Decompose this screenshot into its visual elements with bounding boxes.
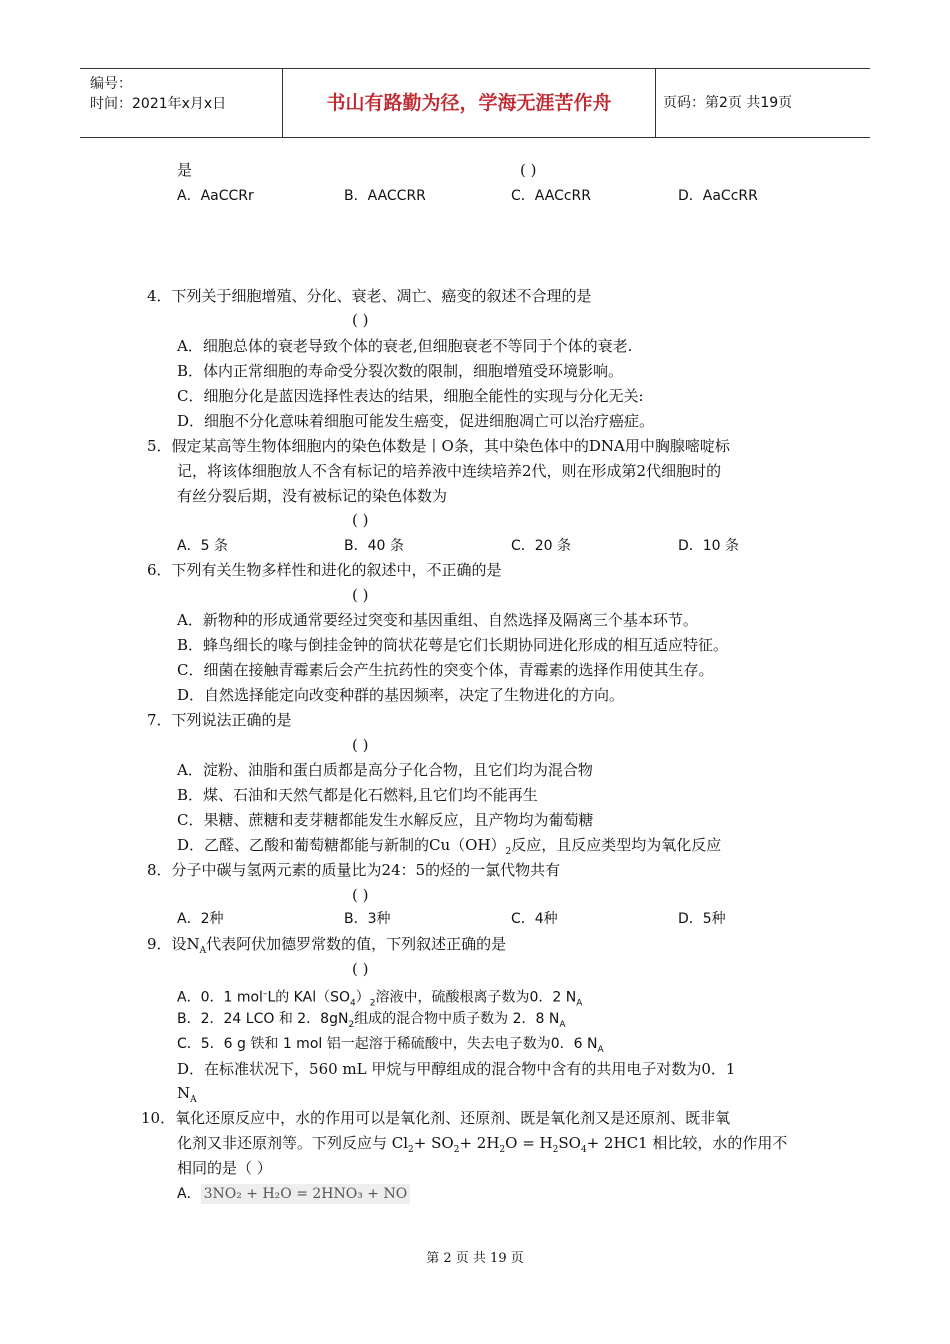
q10-sub-so2: 2 xyxy=(453,1145,460,1155)
q10-text-c: + 2H xyxy=(459,1134,500,1152)
q9-option-b xyxy=(177,1009,566,1035)
q9-c-text: C．5．6 g 铁和 1 mol 铝一起溶于稀硫酸中，失去电子数为0．6 N xyxy=(177,1036,598,1052)
q10-text-a: 化剂又非还原剂等。下列反应与 Cl xyxy=(177,1134,409,1152)
q3-option-c: C．AACcRR xyxy=(511,188,592,204)
q9-b-text1: B．2．24 LCO 和 2．8gN xyxy=(177,1011,349,1027)
q5-answer-paren: ( ) xyxy=(352,511,369,529)
header-page-info: 页码：第2页 共19页 xyxy=(663,95,793,111)
q7-d-text2: 反应，且反应类型均为氧化反应 xyxy=(511,836,722,854)
q9-a-subA: A xyxy=(576,998,583,1009)
q10-stem-line2 xyxy=(177,1133,787,1160)
q6-answer-paren: ( ) xyxy=(352,586,369,604)
q7-d-text: D．乙醛、乙酸和葡萄糖都能与新制的Cu（OH） xyxy=(177,836,506,854)
q9-b-subA: A xyxy=(559,1019,566,1030)
q9-answer-paren: ( ) xyxy=(352,960,369,978)
q9-stem-text: 9．设N xyxy=(147,935,200,953)
q7-option-b: B．煤、石油和天然气都是化石燃料,且它们均不能再生 xyxy=(177,786,538,804)
q10-option-a xyxy=(177,1183,410,1204)
q7-stem: 7．下列说法正确的是 xyxy=(147,711,292,729)
number-label: 编号： xyxy=(90,76,132,92)
q4-stem: 4．下列关于细胞增殖、分化、衰老、凋亡、癌变的叙述不合理的是 xyxy=(147,287,592,305)
q9-a-text2: L的 KAl（SO xyxy=(267,989,350,1006)
q6-option-c: C．细菌在接触青霉素后会产生抗药性的突变个体，青霉素的选择作用使其生存。 xyxy=(177,661,714,679)
q8-answer-paren: ( ) xyxy=(352,886,369,904)
q3-option-b: B．AACCRR xyxy=(344,188,426,204)
q10-sub-h2: 2 xyxy=(499,1145,506,1155)
q9-option-c xyxy=(177,1034,604,1060)
q10-sub-h2so4: 2 xyxy=(552,1145,559,1155)
q7-option-a: A．淀粉、油脂和蛋白质都是高分子化合物，且它们均为混合物 xyxy=(177,761,593,779)
q10-text-e: SO xyxy=(558,1134,581,1152)
q5-option-a: A．5 条 xyxy=(177,538,228,554)
q4-option-a: A．细胞总体的衰老导致个体的衰老,但细胞衰老不等同于个体的衰老. xyxy=(177,337,633,355)
q3-tail: 是 xyxy=(177,161,193,179)
q10-stem-line3: 相同的是（ ） xyxy=(177,1159,272,1177)
q3-answer-paren: ( ) xyxy=(520,161,537,179)
q9-stem xyxy=(147,934,506,961)
q9-a-text4: 溶液中，硫酸根离子数为0．2 N xyxy=(375,989,577,1006)
header-motto: 书山有路勤为径，学海无涯苦作舟 xyxy=(282,69,656,137)
q5-stem-line3: 有丝分裂后期，没有被标记的染色体数为 xyxy=(177,487,448,505)
q6-option-b: B．蜂鸟细长的喙与倒挂金钟的筒状花萼是它们长期协同进化形成的相互适应特征。 xyxy=(177,636,729,654)
q4-option-c: C．细胞分化是蓝因选择性表达的结果，细胞全能性的实现与分化无关: xyxy=(177,387,644,405)
q8-option-a: A．2种 xyxy=(177,911,224,927)
q9-a-text1: A．0．1 mol xyxy=(177,989,263,1006)
q6-stem: 6．下列有关生物多样性和进化的叙述中，不正确的是 xyxy=(147,561,502,579)
q8-stem: 8．分子中碳与氢两元素的质量比为24：5的烃的一氯代物共有 xyxy=(147,861,561,879)
q10-text-b: + SO xyxy=(413,1134,454,1152)
q10-sub-4: 4 xyxy=(580,1145,587,1155)
q8-option-d: D．5种 xyxy=(678,911,726,927)
q4-option-b: B．体内正常细胞的寿命受分裂次数的限制，细胞增殖受环境影响。 xyxy=(177,362,624,380)
q3-option-d: D．AaCcRR xyxy=(678,188,758,204)
q10-text-d: O = H xyxy=(505,1134,553,1152)
q9-d-text2: N xyxy=(177,1084,191,1102)
q9-d-subA: A xyxy=(190,1095,197,1105)
q7-option-c: C．果糖、蔗糖和麦芽糖都能发生水解反应，且产物均为葡萄糖 xyxy=(177,811,594,829)
q10-text-f: + 2HC1 相比较，水的作用不 xyxy=(586,1134,788,1152)
q5-option-c: C．20 条 xyxy=(511,538,572,554)
q4-option-d: D．细胞不分化意味着细胞可能发生癌变，促进细胞凋亡可以治疗癌症。 xyxy=(177,412,655,430)
q9-option-d: D．在标准状况下，560 mL 甲烷与甲醇组成的混合物中含有的共用电子对数为0．1 xyxy=(177,1060,736,1078)
q4-answer-paren: ( ) xyxy=(352,311,369,329)
q7-d-subscript: 2 xyxy=(505,847,512,857)
q9-a-sub4: 4 xyxy=(350,998,356,1009)
q9-a-sup: – xyxy=(262,989,268,999)
q10-stem-line1: 10．氧化还原反应中，水的作用可以是氧化剂、还原剂、既是氧化剂又是还原剂、既非氧 xyxy=(141,1109,731,1127)
q9-subscript: A xyxy=(199,946,207,956)
q5-stem-line2: 记，将该体细胞放人不含有标记的培养液中连续培养2代，则在形成第2代细胞时的 xyxy=(177,462,722,480)
q9-c-subA: A xyxy=(597,1044,604,1055)
q10-a-label: A． xyxy=(177,1186,201,1202)
q9-b-sub2: 2 xyxy=(348,1019,355,1030)
q5-option-d: D．10 条 xyxy=(678,538,740,554)
q8-option-c: C．4种 xyxy=(511,911,558,927)
q9-a-sub2: 2 xyxy=(369,998,376,1009)
header-left-cell xyxy=(80,69,282,137)
q6-option-a: A．新物种的形成通常要经过突变和基因重组、自然选择及隔离三个基本环节。 xyxy=(177,611,698,629)
q3-option-a: A．AaCCRr xyxy=(177,188,254,204)
header-table xyxy=(80,68,870,138)
q9-a-text3: ） xyxy=(355,989,370,1006)
q9-stem-text2: 代表阿伏加德罗常数的值，下列叙述正确的是 xyxy=(206,935,507,953)
q5-stem-line1: 5．假定某高等生物体细胞内的染色体数是丨O条，其中染色体中的DNA用中胸腺嘧啶标 xyxy=(147,437,730,455)
q8-option-b: B．3种 xyxy=(344,911,391,927)
q6-option-d: D．自然选择能定向改变种群的基因频率，决定了生物进化的方向。 xyxy=(177,686,625,704)
q9-option-d-cont xyxy=(177,1083,197,1110)
q7-answer-paren: ( ) xyxy=(352,736,369,754)
page-footer: 第 2 页 共 19 页 xyxy=(426,1251,524,1266)
q10-sub-cl2: 2 xyxy=(408,1145,414,1155)
time-label: 时间：2021年x月x日 xyxy=(90,96,227,112)
q9-b-text2: 组成的混合物中质子数为 2．8 N xyxy=(354,1011,560,1027)
q10-a-equation-image: 3NO₂ + H₂O = 2HNO₃ + NO xyxy=(201,1184,411,1204)
q5-option-b: B．40 条 xyxy=(344,538,404,554)
q7-option-d xyxy=(177,835,721,862)
